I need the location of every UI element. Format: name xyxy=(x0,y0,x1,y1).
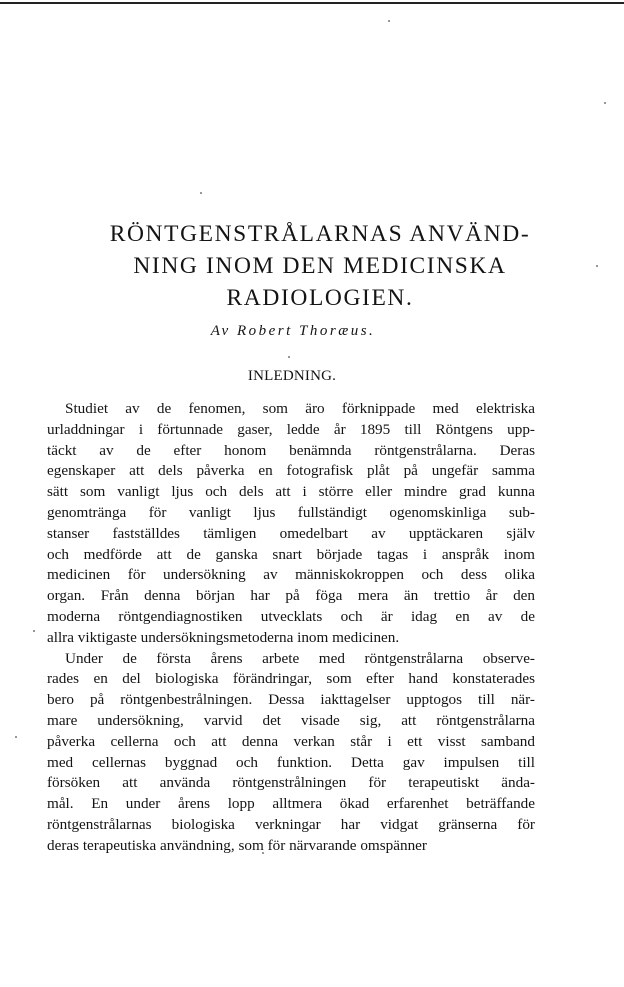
text-line: moderna röntgendiagnostiken utvecklats och är idag en av de xyxy=(47,607,535,625)
text-line: medicinen för undersökning av människokroppen och dess olika xyxy=(47,566,535,584)
title-line: NING INOM DEN MEDICINSKA xyxy=(133,253,507,279)
scan-speck xyxy=(604,102,606,104)
text-line: mål. En under årens lopp alltmera ökad erfarenhet beträffande xyxy=(47,795,535,813)
author-byline: Av Robert Thoræus. xyxy=(210,323,376,339)
scan-speck xyxy=(33,630,35,632)
scan-speck xyxy=(288,356,290,358)
text-line: täckt av de efter honom benämnda röntgenstrålarna. Deras xyxy=(47,441,535,459)
scan-speck xyxy=(15,736,17,738)
text-line: med cellernas byggnad och funktion. Detta gav impulsen till xyxy=(47,753,535,771)
text-line: deras terapeutiska användning, som för närvarande omspänner xyxy=(47,836,427,854)
text-line: rades en del biologiska förändringar, som efter hand konstaterades xyxy=(47,670,535,688)
text-line: mare undersökning, varvid det visade sig, att röntgenstrålarna xyxy=(47,711,535,729)
scan-speck xyxy=(388,20,390,22)
text-line: allra viktigaste undersökningsmetoderna inom medicinen. xyxy=(47,628,400,646)
top-border-rule xyxy=(0,2,624,4)
section-heading: INLEDNING. xyxy=(247,368,337,384)
text-line: och medförde att de ganska snart började tagas i anspråk inom xyxy=(47,545,535,563)
text-line: egenskaper att dels påverka en fotografisk plåt på ungefär samma xyxy=(47,462,535,480)
text-line: sätt som vanligt ljus och dels att i större eller mindre grad kunna xyxy=(47,483,535,501)
text-line: försöken att använda röntgenstrålningen för terapeutiskt ända- xyxy=(47,774,535,792)
text-line: påverka cellerna och att denna verkan står i ett visst samband xyxy=(47,732,535,750)
text-line: organ. Från denna början har på föga mera än trettio år den xyxy=(47,587,535,605)
article-title xyxy=(40,218,600,314)
text-line: urladdningar i förtunnade gaser, ledde år 1895 till Röntgens upp- xyxy=(47,420,535,438)
title-line: RÖNTGENSTRÅLARNAS ANVÄND- xyxy=(109,221,531,247)
text-line: bero på röntgenbestrålningen. Dessa iakttagelser upptogos till när- xyxy=(47,691,535,709)
title-line: RADIOLOGIEN. xyxy=(226,285,414,311)
text-line: stanser fastställdes tämligen omedelbart av upptäckaren själv xyxy=(47,524,535,542)
body-text xyxy=(47,399,535,857)
text-line: Under de första årens arbete med röntgenstrålarna observe- xyxy=(65,649,535,667)
text-line: röntgenstrålarnas biologiska verkningar har vidgat gränserna för xyxy=(47,815,535,833)
text-line: Studiet av de fenomen, som äro förknippade med elektriska xyxy=(65,400,535,417)
text-line: genomtränga för vanligt ljus fullständigt ogenomskinliga sub- xyxy=(47,503,535,521)
scan-speck xyxy=(200,192,202,194)
